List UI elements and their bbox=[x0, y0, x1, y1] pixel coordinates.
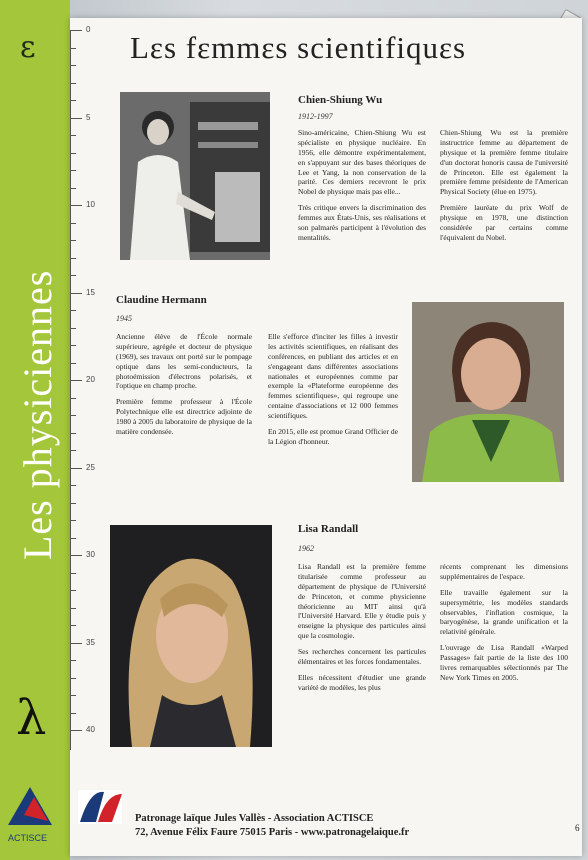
paragraph: Première lauréate du prix Wolf de physique en 1978, une distinction considérée par certains comme l'équivalent du Nobel. bbox=[440, 203, 568, 242]
ruler-tick bbox=[70, 573, 76, 574]
paragraph: Sino-américaine, Chien-Shiung Wu est spécialiste en physique nucléaire. En 1956, elle démontre expérimentalement, en s'appuyant sur des bases théoriques de Lee et Yang, la non conservation de la parité. Ces derniers recevront le prix Nobel de physique mais pas elle... bbox=[298, 128, 426, 197]
ruler-label: 0 bbox=[86, 25, 91, 34]
photo-chien-shiung-wu bbox=[120, 92, 270, 260]
ruler-tick bbox=[70, 398, 76, 399]
ruler bbox=[70, 25, 100, 750]
actisce-label: ACTISCE bbox=[8, 833, 48, 843]
paragraph: Première femme professeur à l'École Polytechnique elle est directrice adjointe de 1980 à 2005 du laboratoire de physique de la matière condensée. bbox=[116, 397, 252, 437]
lambda-symbol: λ bbox=[16, 690, 47, 746]
paragraph: Très critique envers la discrimination des femmes aux États-Unis, ses réalisations et son palmarès participent à l'évolution des mentalités. bbox=[298, 203, 426, 242]
paragraph: L'ouvrage de Lisa Randall «Warped Passages» fait partie de la liste des 100 livres remarquables sélectionnés par The New York Times en 2005. bbox=[440, 643, 568, 682]
ruler-tick bbox=[70, 205, 82, 206]
ruler-tick bbox=[70, 678, 76, 679]
page-title: Lεs fεmmεs scientifiquεs bbox=[130, 30, 467, 65]
ruler-tick bbox=[70, 83, 76, 84]
ruler-tick bbox=[70, 153, 76, 154]
ruler-label: 20 bbox=[86, 375, 95, 384]
ruler-label: 40 bbox=[86, 725, 95, 734]
ruler-tick bbox=[70, 625, 76, 626]
patronage-logo bbox=[76, 784, 124, 832]
photo-claudine-hermann bbox=[412, 302, 564, 482]
paragraph: Ses recherches concernent les particules élémentaires et les forces fondamentales. bbox=[298, 647, 426, 667]
ruler-tick bbox=[70, 468, 82, 469]
ruler-tick bbox=[70, 608, 76, 609]
ruler-label: 5 bbox=[86, 112, 91, 122]
dates-chien-shiung-wu: 1912-1997 bbox=[298, 112, 333, 121]
paragraph: Ancienne élève de l'École normale supérieure, agrégée et docteur de physique (1969), ses travaux ont porté sur le pompage optique dans les semi-conducteurs, la photoémission d'électrons polarisés, et l'optique en champ proche. bbox=[116, 332, 252, 391]
text-col1-claudine-hermann bbox=[116, 332, 252, 443]
ruler-tick bbox=[70, 100, 76, 101]
ruler-tick bbox=[70, 30, 82, 31]
ruler-tick bbox=[70, 293, 82, 294]
name-chien-shiung-wu: Chien-Shiung Wu bbox=[298, 94, 383, 106]
ruler-tick bbox=[70, 275, 76, 276]
green-side-band bbox=[0, 0, 70, 860]
photo-lisa-randall bbox=[110, 525, 272, 747]
paragraph: Chien-Shiung Wu est la première instructrice femme au département de physique et la première femme titulaire d'un doctorat honoris causa de l'université de Princeton. Elle est également la première femme présidente de l'American Physical Society (élue en 1975). bbox=[440, 128, 568, 197]
band-title: Les physiciennes bbox=[15, 269, 60, 560]
text-col1-lisa-randall bbox=[298, 562, 426, 699]
ruler-tick bbox=[70, 713, 76, 714]
footer-line-1: Patronage laïque Jules Vallès - Association ACTISCE bbox=[135, 813, 374, 824]
name-claudine-hermann: Claudine Hermann bbox=[116, 294, 207, 306]
ruler-tick bbox=[70, 555, 82, 556]
ruler-tick bbox=[70, 660, 76, 661]
text-col2-claudine-hermann bbox=[268, 332, 398, 453]
ruler-tick bbox=[70, 118, 82, 119]
ruler-tick bbox=[70, 65, 76, 66]
ruler-label: 30 bbox=[86, 550, 95, 559]
ruler-tick bbox=[70, 135, 76, 136]
ruler-tick bbox=[70, 240, 76, 241]
ruler-tick bbox=[70, 520, 76, 521]
paragraph: Elles nécessitent d'étudier une grande variété de modèles, les plus bbox=[298, 672, 426, 692]
ruler-tick bbox=[70, 415, 76, 416]
ruler-tick bbox=[70, 485, 76, 486]
footer-line-2: 72, Avenue Félix Faure 75015 Paris - www.patronagelaique.fr bbox=[135, 827, 410, 839]
paragraph: Lisa Randall est la première femme titularisée comme professeur au département de physique de l'Université de Princeton, et comme physicienne théoricienne au MIT ainsi qu'à l'Université Harvard. Elle y étudie puis y enseigne la physique des particules ainsi que la cosmologie. bbox=[298, 562, 426, 641]
ruler-tick bbox=[70, 328, 76, 329]
text-col2-lisa-randall bbox=[440, 562, 568, 689]
paragraph: Elle s'efforce d'inciter les filles à investir les activités scientifiques, en réalisant des conférences, en publiant des articles et en s'engageant dans différentes associations nationales et européennes comme par exemple la «Plateforme européenne des femmes scientifiques», qui regroupe une centaine d'associations et 12 000 femmes scientifiques. bbox=[268, 332, 398, 421]
paragraph: récents comprenant les dimensions supplémentaires de l'espace. bbox=[440, 562, 568, 581]
ruler-tick bbox=[70, 695, 76, 696]
ruler-tick bbox=[70, 433, 76, 434]
text-col1-chien-shiung-wu bbox=[298, 128, 426, 249]
ruler-tick bbox=[70, 538, 76, 539]
ruler-label: 15 bbox=[86, 287, 95, 297]
ruler-tick bbox=[70, 363, 76, 364]
ruler-tick bbox=[70, 380, 82, 381]
ruler-tick bbox=[70, 258, 76, 259]
ruler-tick bbox=[70, 48, 76, 49]
ruler-tick bbox=[70, 503, 76, 504]
footer-address bbox=[135, 812, 409, 840]
dates-claudine-hermann: 1945 bbox=[116, 314, 132, 323]
name-lisa-randall: Lisa Randall bbox=[298, 523, 359, 535]
epsilon-symbol: ε bbox=[20, 30, 36, 65]
ruler-tick bbox=[70, 345, 76, 346]
ruler-tick bbox=[70, 223, 76, 224]
ruler-label: 25 bbox=[86, 462, 95, 472]
paragraph: Elle travaille également sur la supersymétrie, les modèles standards observables, l'inflation cosmique, la baryogénèse, la grande unification et la relativité générale. bbox=[440, 587, 568, 637]
text-col2-chien-shiung-wu bbox=[440, 128, 568, 249]
ruler-tick bbox=[70, 590, 76, 591]
ruler-tick bbox=[70, 170, 76, 171]
dates-lisa-randall: 1962 bbox=[298, 544, 314, 553]
ruler-label: 35 bbox=[86, 637, 95, 647]
ruler-tick bbox=[70, 450, 76, 451]
page-number: 6 bbox=[575, 823, 580, 833]
paragraph: En 2015, elle est promue Grand Officier de la Légion d'honneur. bbox=[268, 427, 398, 446]
ruler-tick bbox=[70, 643, 82, 644]
ruler-tick bbox=[70, 188, 76, 189]
ruler-label: 10 bbox=[86, 200, 95, 209]
ruler-tick bbox=[70, 730, 82, 731]
ruler-tick bbox=[70, 310, 76, 311]
